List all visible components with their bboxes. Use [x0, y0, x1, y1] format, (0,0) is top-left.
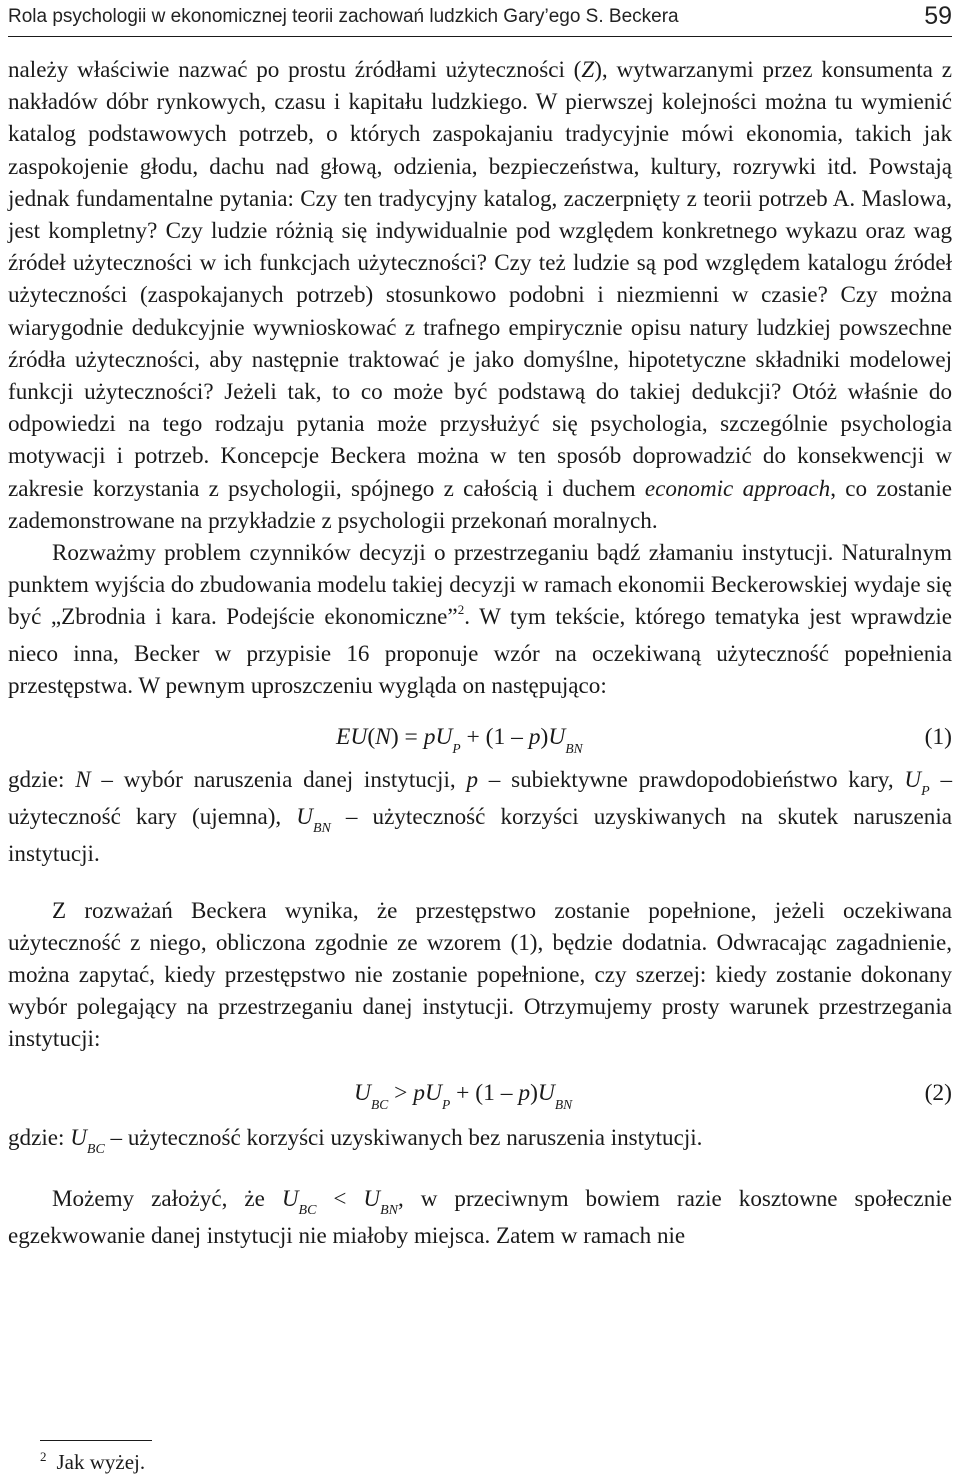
definitions-1: gdzie: N – wybór naruszenia danej instytucji, p – subiektywne prawdopodobieństwo kary, $U_P$ – użyteczność kary (ujemna), $U_{BN}$ – użyteczność korzyści uzyskiwanych na skutek naruszenia instytucji. — [8, 766, 952, 867]
page-number: 59 — [924, 2, 952, 30]
footnote-divider — [40, 1440, 152, 1441]
paragraph-4: Możemy założyć, że $U_{BC} < U_{BN}$, w przeciwnym bowiem razie kosztowne społecznie egzekwowanie danej instytucji nie miałoby miejsca. Zatem w ramach nie — [8, 1184, 952, 1249]
definitions-2: gdzie: $U_{BC}$ – użyteczność korzyści uzyskiwanych bez naruszenia instytucji. — [8, 1123, 703, 1157]
equation-2 — [8, 1071, 952, 1115]
paragraph-3: Z rozważań Beckera wynika, że przestępstwo zostanie popełnione, jeżeli oczekiwana użyteczność z niego, obliczona zgodnie ze wzorem (1), będzie dodatnia. Odwracając zagadnienie, można zapytać, kiedy przestępstwo nie zostanie popełnione, czy szerzej: kiedy zostanie dokonany wybór polegający na przestrzeganiu danej instytucji. Otrzymujemy prosty warunek przestrzegania instytucji: — [8, 896, 952, 1052]
equation-2-number: (2) — [924, 1079, 952, 1106]
equation-1-formula: $EU(N) = pU_P + (1 - p)U_{BN}$ — [336, 724, 583, 757]
main-text — [8, 53, 952, 1251]
running-header — [8, 2, 952, 37]
equation-1-number: (1) — [924, 724, 952, 751]
paragraph-1: należy właściwie nazwać po prostu źródłami użyteczności (Z), wytwarzanymi przez konsumenta z nakładów dóbr rynkowych, czasu i kapitału ludzkiego. W pierwszej kolejności można tu wymienić katalog podstawowych potrzeb, o których zaspokajaniu tradycyjnie mówi ekonomia, takich jak zaspokojenie głodu, dachu nad głową, odzienia, bezpieczeństwa, kultury, rozrywki itd. Powstają jednak fundamentalne pytania: Czy ten tradycyjny katalog, zaczerpnięty z teorii potrzeb A. Maslowa, jest kompletny? Czy ludzie różnią się indywidualnie pod względem konkretnego wykazu oraz wag źródeł użyteczności w ich funkcjach użyteczności? Czy też ludzie są pod względem katalogu źródeł użyteczności (zaspokajanych potrzeb) stosunkowo podobni i niezmienni w czasie? Czy można wiarygodnie dedukcyjnie wywnioskować z trafnego empirycznie opisu natury ludzkiej powszechne źródła użyteczności, aby następnie traktować je jako domyślne, hipotetyczne składniki modelowej funkcji użyteczności? Jeżeli tak, to co może być podstawą do takiej dedukcji? Otóż właśnie do odpowiedzi na tego rodzaju pytania może przysłużyć się psychologia, szczególnie psychologia motywacji i potrzeb. Koncepcje Beckera można w ten sposób doprowadzić do konsekwencji w zakresie korzystania z psychologii, spójnego z całością i duchem economic approach, co zostanie zademonstrowane na przykładzie z psychologii przekonań moralnych. — [8, 56, 953, 533]
footnote-mark: 2 — [40, 1449, 47, 1464]
footnote-text: Jak wyżej. — [56, 1450, 146, 1474]
equation-2-formula: $U_{BC} > pU_P + (1 - p)U_{BN}$ — [354, 1079, 573, 1112]
footnote-reference[interactable]: 2 — [457, 602, 465, 618]
equation-1 — [8, 715, 952, 759]
footnote — [40, 1449, 145, 1478]
running-title: Rola psychologii w ekonomicznej teorii zachowań ludzkich Gary’ego S. Beckera — [8, 6, 679, 27]
paragraph-2: Rozważmy problem czynników decyzji o przestrzeganiu bądź złamaniu instytucji. Naturalnym punktem wyjścia do zbudowania modelu takiej decyzji w ramach ekonomii Beckerowskiej wydaje się być „Zbrodnia i kara. Podejście ekonomiczne”$^2$. W tym tekście, którego tematyka jest wprawdzie nieco inna, Becker w przypisie 16 proponuje wzór na oczekiwaną użyteczność popełnienia przestępstwa. W pewnym uproszczeniu wygląda on następująco: — [8, 539, 952, 698]
